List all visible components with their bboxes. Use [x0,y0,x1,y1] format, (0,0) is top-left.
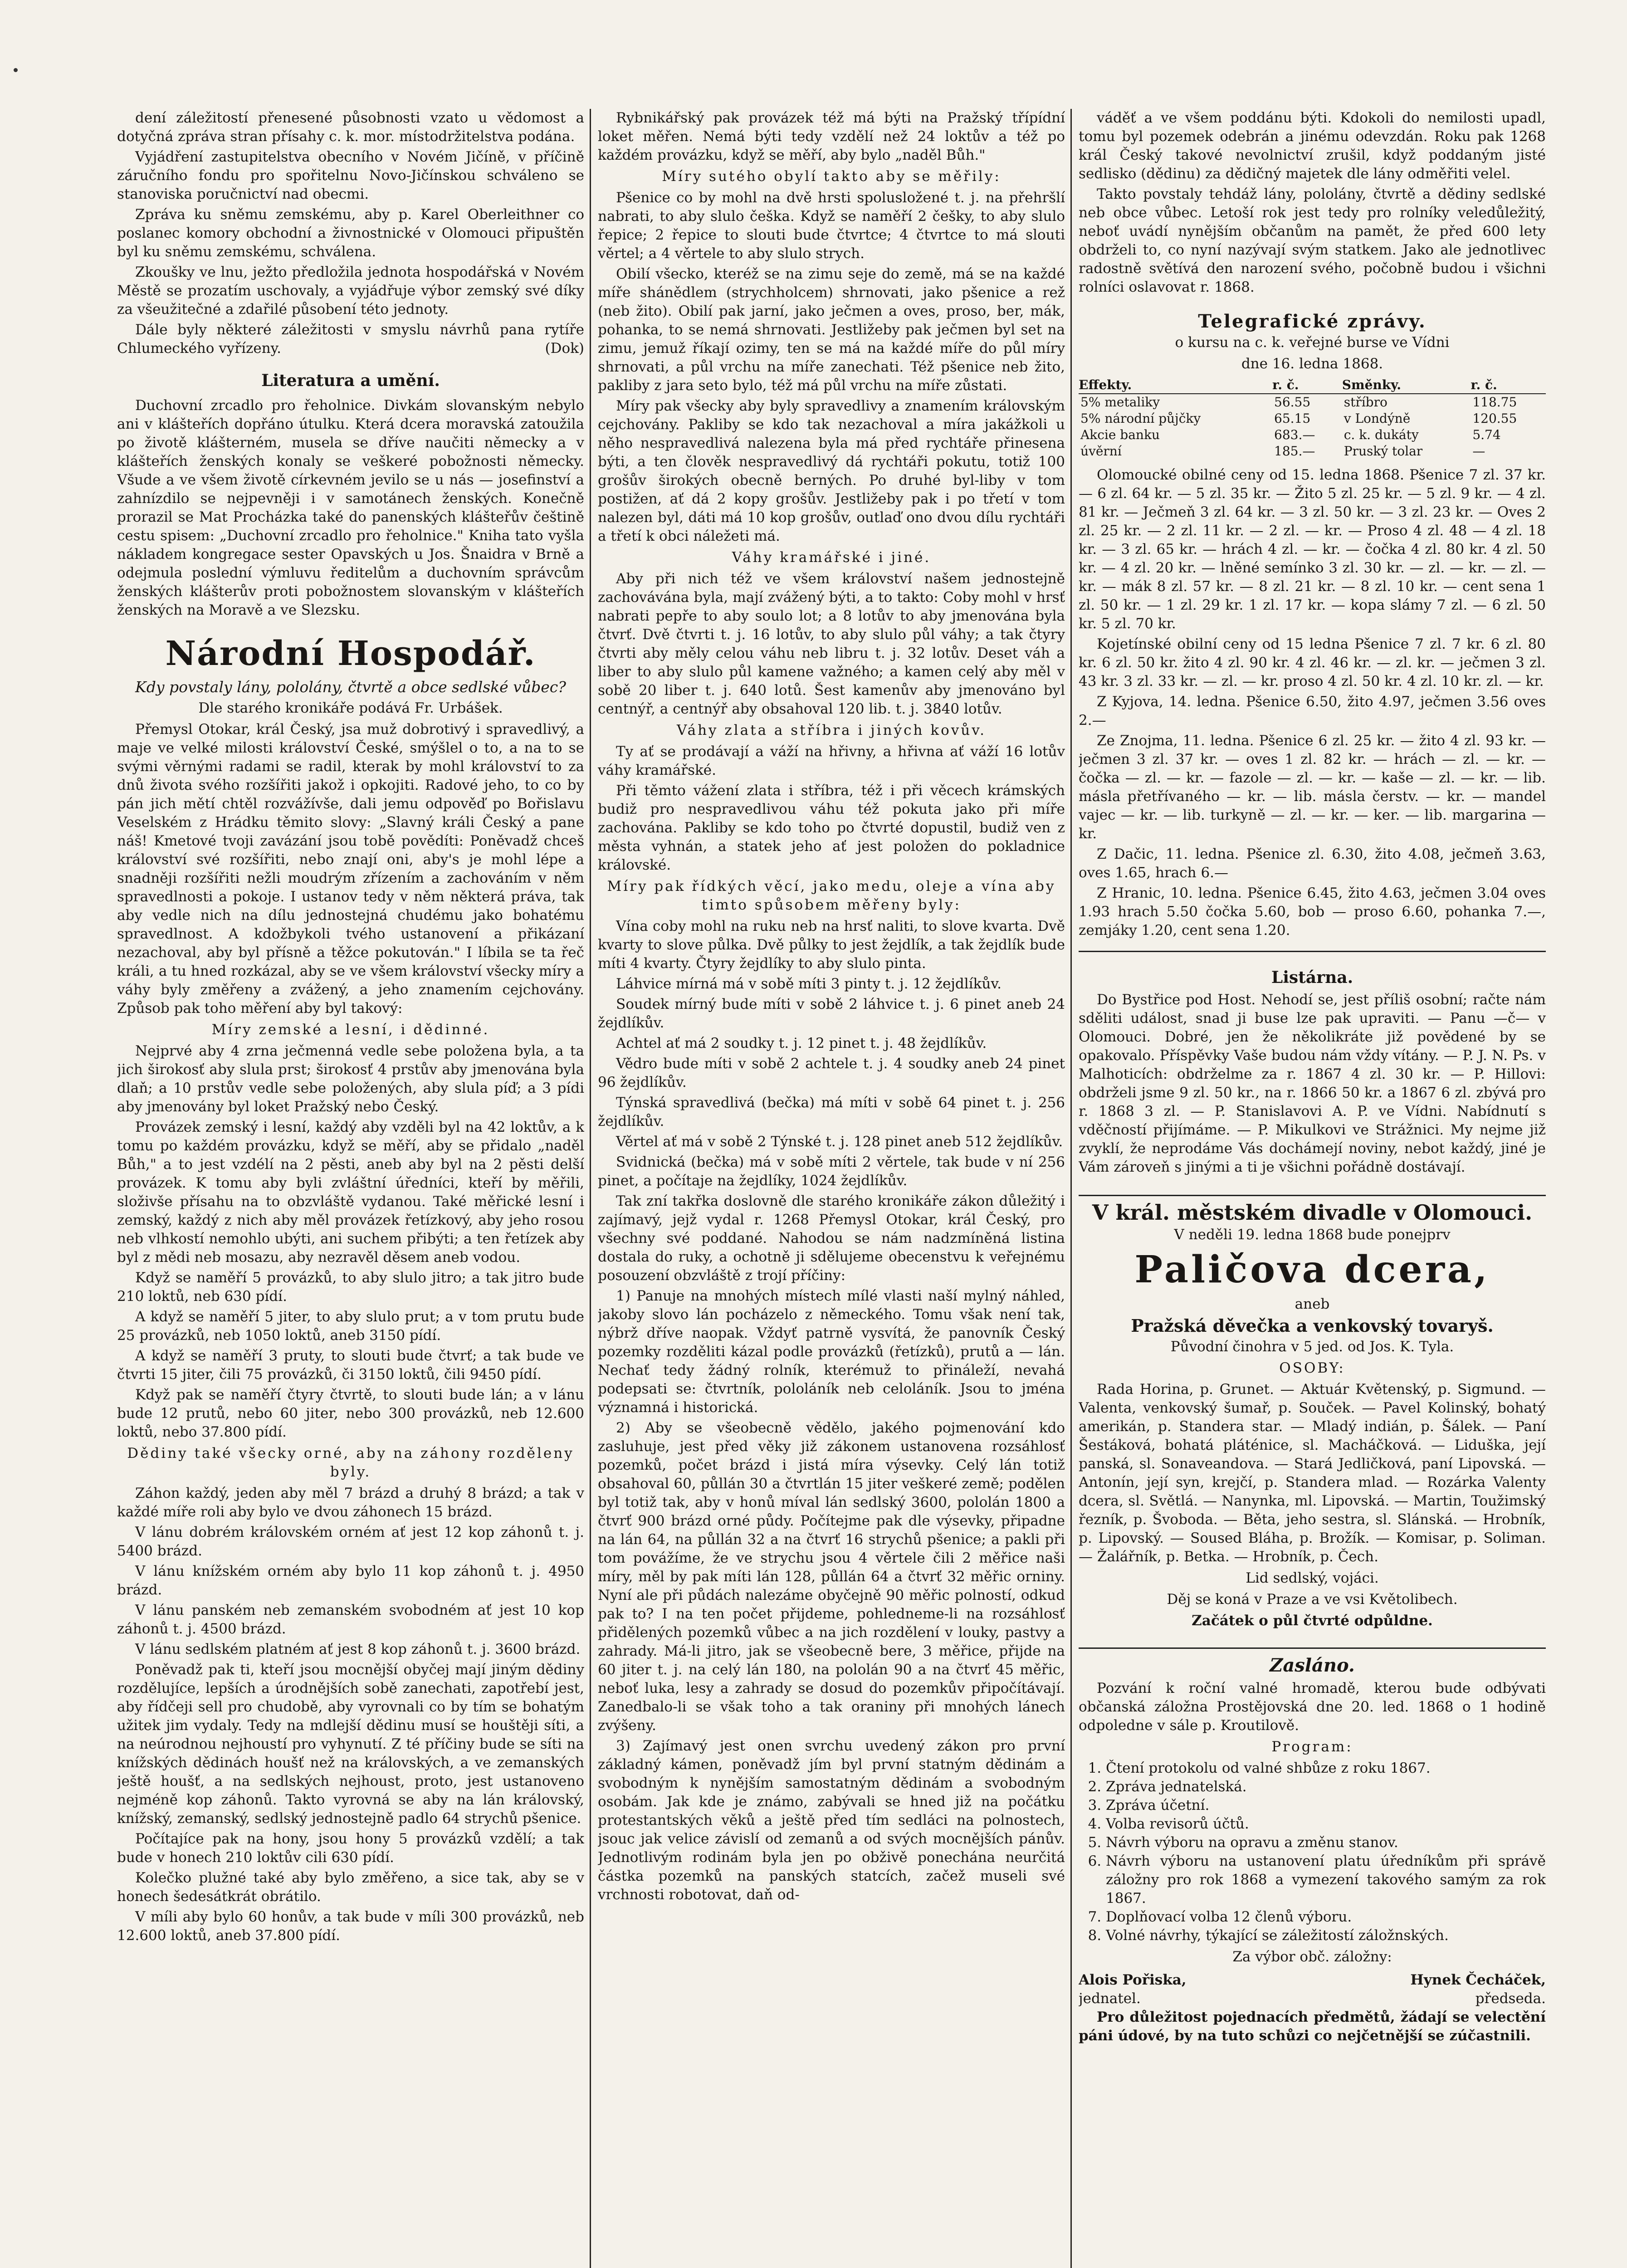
table-cell: 65.15 [1274,411,1311,426]
column-middle [598,109,1065,2268]
table-cell: 5.74 [1472,427,1501,442]
paragraph: A když se naměří 5 jiter, to aby slulo prut; a v tom prutu bude 25 provázků, neb 1050 loktů, aneb 3150 pídí. [117,1309,584,1344]
signatures [1079,1971,1546,2008]
subheading: dne 16. ledna 1868. [1241,356,1383,372]
paragraph: Nejprvé aby 4 zrna ječmenná vedle sebe položena byla, a ta jich širokosť aby slula prst; širokosť 4 prstův aby jmenována byla dlaň; a 10 prstův vedle sebe položených, aby slula píď; a 3 pídi aby jmenovány byl loket Pražský nebo Český. [117,1043,584,1115]
list-item: 3. Zpráva účetní. [1106,1796,1546,1815]
paragraph: V míli aby bylo 60 honův, a tak bude v míli 300 provázků, neb 12.600 loktů, aneb 37.800 pídí. [117,1909,584,1944]
table-row [1079,427,1546,443]
paragraph: Soudek mírný bude míti v sobě 2 láhvice t. j. 6 pinet aneb 24 žejdlíkův. [598,996,1065,1031]
list-item: 1. Čtení protokolu od valné shbůze z roku 1867. [1106,1759,1546,1778]
table-cell: — [1472,444,1485,459]
paragraph: 3) Zajímavý jest onen svrchu uvedený zákon pro první základný kámen, poněvadž jím byl první statným dědinám a svobodným k nynějším samostatným dědinám a svobodným osobám. Jak kde je známo, zabývali se hned již na počátku protestantských věků a ještě před tím sedláci na polnostech, jsouc jak velice závislí od zemanů a od svých mocnějších pánův. Jednotlivým rodinám byla jen po obživě ponechána neurčitá částka pozemků na panských statcích, začež museli své vrchnosti robotovat, daň od- [598,1738,1065,1903]
paragraph: V lánu dobrém královském orném ať jest 12 kop záhonů t. j. 5400 brázd. [117,1524,584,1559]
table-row [1079,411,1546,427]
table-cell: 5% metaliky [1080,395,1160,410]
table-row [1079,443,1546,459]
play-title: Paličova dcera, [1134,1248,1490,1291]
cast-list: Rada Horina, p. Grunet. — Aktuár Květenský, p. Sigmund. — Valenta, venkovský šumař, p. Souček. — Pavel Kolinský, bohatý amerikán, p. Standera star. — Mladý indián, p. Šálek. — Paní Šestáková, bohatá pláténice, sl. Macháčková. — Liduška, její panská, sl. Sonaveandova. — Stará Jedličková, paní Lipovská. — Antonín, její syn, krejčí, p. Standera mlad. — Rozárka Valenty dcera, sl. Světlá. — Nanynka, ml. Lipovská. — Martin, Toužimský řezník, p. Švoboda. — Běta, jeho sestra, sl. Slánská. — Hrobník, p. Lipovský. — Soused Bláha, p. Brožík. — Komisar, p. Soliman. — Žalářník, p. Betka. — Hrobník, p. Čech. [1079,1381,1546,1565]
program-list [1106,1759,1546,1945]
signature-right [1410,1971,1546,2008]
paragraph: Svidnická (bečka) má v sobě míti 2 věrtele, tak bude v ní 256 pinet, a počítaje na žejdlíky, 1024 žejdlíkův. [598,1154,1065,1189]
program-heading: Program: [1271,1739,1353,1755]
market-report: Z Hranic, 10. ledna. Pšenice 6.45, žito 4.63, ječmen 3.04 oves 1.93 hrach 5.50 čočka 5.60, bob — proso 6.60, pohanka 7.—, zemjáky 1.20, cent sena 1.20. [1079,885,1546,938]
market-report: Ze Znojma, 11. ledna. Pšenice 6 zl. 25 kr. — žito 4 zl. 93 kr. — ječmen 3 zl. 37 kr. — oves 1 zl. 82 kr. — hrách — zl. — kr. — čočka — zl. — kr. — fazole — zl. — kr. — kaše — zl. — kr. — lib. másla přetřívaného — kr. — lib. másla čerstv. — kr. — mandel vajec — kr. — lib. turkyně — zl. — kr. — ker. — lib. margarina — kr. [1079,733,1546,842]
table-cell: v Londýně [1344,411,1411,426]
play-author: Původní činohra v 5 jed. od Jos. K. Tyla. [1170,1339,1454,1355]
column-header: Effekty. [1079,377,1272,394]
table-cell: stříbro [1344,395,1388,410]
paragraph: Míry pak všecky aby byly spravedlivy a znamením královským cejchovány. Pakliby se kdo tak nezachoval a míra jakážkoli u něho nespravedlivá nalezena byla má před rychtáře přinesena býti, a ten člověk nespravedlivý dá rychtáři pokutu, totiž 100 grošův širokých obecně berných. Po druhé byl-liby v tom postižen, ať dá 2 kopy grošův. Jestližeby pak i po třetí v tom nalezen byl, dáti má 10 kop grošův, outlaď ono dvou dílu rychtáři a třetí k obci náležeti má. [598,398,1065,544]
column-header: Směnky. [1342,377,1471,394]
paragraph: dení záležitostí přenesené působnosti vzato u vědomost a dotyčná zpráva stran přísahy c. k. mor. místodržitelstva podána. [117,110,584,145]
paragraph: Aby při nich též ve všem království našem jednostejně zachovávána byla, mají zvážený býti, a to takto: Coby mohl v hrsť nabrati pepře to aby soulo lot; a 8 lotův to aby jmenována byla čtvrť. Dvě čtvrti t. j. 16 lotův, to aby slulo půl váhy; a tak čtyry čtvrti aby měly celou váhu neb libru t. j. 32 lotův. Deset váh a liber to aby slulo půl kamene važného; a kamen celý aby měl v sobě 20 liber t. j. 640 lotů. Šest kamenův aby jmenováno byl centnýř, a centnýř aby obsahoval 120 lib. t. j. 3840 lotův. [598,571,1065,717]
paragraph: Tak zní takřka doslovně dle starého kronikáře zákon důležitý i zajímavý, jejž vydal r. 1268 Přemysl Otokar, král Český, pro všechny své poddané. Nahodou se nám nadzmíněná listina dostala do ruky, a ochotně ji sdělujeme obecenstvu k veřejnému posouzení obzvláště z trojí příčiny: [598,1193,1065,1284]
paragraph: Láhvice mírná má v sobě míti 3 pinty t. j. 12 žejdlíkův. [616,976,1002,992]
table-cell: 185.— [1274,444,1315,459]
table-row [1079,394,1546,411]
table-cell: 120.55 [1472,411,1517,426]
subheading: Míry sutého obylí takto aby se měřily: [662,168,1001,185]
table-cell: Akcie banku [1080,427,1160,442]
paragraph: Zpráva ku sněmu zemskému, aby p. Karel Oberleithner co poslanec komory obchodní a živnostnické v Olomouci připuštěn byl ku sněmu zemskému, schválena. [117,206,584,260]
subheading: o kursu na c. k. veřejné burse ve Vídni [1175,334,1450,351]
section-heading-telegraph: Telegrafické zprávy. [1198,311,1427,332]
paragraph: V lánu sedlském platném ať jest 8 kop záhonů t. j. 3600 brázd. [135,1641,581,1657]
section-title-hospodar: Národní Hospodář. [165,634,536,673]
play-start-time: Začátek o půl čtvrté odpůldne. [1192,1613,1433,1629]
paragraph: Do Bystřice pod Host. Nehodí se, jest příliš osobní; račte nám sděliti událost, snad ji buse lze pak upraviti. — Panu —č— v Olomouci. Dobré, jen že několikráte již povědené by se opakovalo. Příspěvky Vaše budou nám vždy vítány. — P. J. N. Ps. v Malhoticích: obdrželme za r. 1867 4 zl. 30 kr. — P. Hillovi: obdrželi jsme 9 zl. 50 kr., na r. 1866 50 kr. a 1867 6 zl. zbývá pro r. 1868 3 zl. — P. Stanislavovi A. P. ve Vídni. Nabídnutí s vděčností přijímáme. — P. Mikulkovi ve Strážnici. My nejme již zvyklí, že neprodáme Vás dochámejí noviny, nebot každý, jiné je Vám zároveň s jinými a ti je všichni pořádně dostávají. [1079,992,1546,1175]
column-header: r. č. [1471,377,1546,394]
signature-left [1079,1971,1187,2008]
column-rule [1070,109,1072,2268]
play-setting: Děj se koná v Praze a ve vsi Květolibech. [1167,1591,1458,1608]
market-report: Z Kyjova, 14. ledna. Pšenice 6.50, žito 4.97, ječmen 3.56 oves 2.— [1079,694,1546,728]
market-report: Kojetínské obilní ceny od 15 ledna Pšenice 7 zl. 7 kr. 6 zl. 80 kr. 6 zl. 50 kr. žito 4 zl. 90 kr. 4 zl. 46 kr. — zl. kr. — ječmen 3 zl. 43 kr. 3 zl. 33 kr. — zl. — kr. proso 4 zl. 50 kr. 4 zl. 10 kr. zl. — kr. [1079,636,1546,689]
table-cell: 56.55 [1274,395,1311,410]
paragraph [117,321,584,358]
committee-line: Za výbor obč. záložny: [1232,1949,1392,1965]
theatre-date: V neděli 19. ledna 1868 bude ponejprv [1174,1227,1451,1243]
paragraph: A když se naměří 3 pruty, to slouti bude čtvrť; a tak bude ve čtvrti 15 jiter, čili 75 provázků, či 3150 loktů, čili 9450 pídí. [117,1348,584,1383]
signer-name: Hynek Čecháček, [1410,1972,1546,1988]
subheading: Míry zemské a lesní, i dědinné. [211,1022,490,1038]
cast-extras: Lid sedlský, vojáci. [1246,1570,1379,1586]
paragraph: Duchovní zrcadlo pro řeholnice. Divkám slovanským nebylo ani v klášteřích dopřáno útulku. Která dcera moravská zatoužila po životě klášterném, musela se dříve naučiti německy a v klášteřích ženských konaly se veškeré pobožnosti německy. Všude a ve všem životě církevném jevilo se u nás — josefinství a zahnízdilo se nejpevněji i v samotánech ženských. Konečně prorazil se Mat Procházka také do panenských klášteřův češtině cestu spisem: „Duchovní zrcadlo pro řeholnice." Kniha tato vyšla nákladem kongregace sester Opavských u Jos. Šnaidra v Brně a odejmula poslední výmluvu ředitelům a duchovním správcům ženských klášterův proti pobožnostem slovanským v klášteřích ženských na Moravě a ve Slezsku. [117,397,584,618]
paragraph: Vína coby mohl na ruku neb na hrsť naliti, to slove kvarta. Dvě kvarty to slove půlka. Dvě půlky to jest žejdlík, a tak žejdlík bude míti 4 kvarty. Čtyry žejdlíky to aby slulo pinta. [598,918,1065,972]
market-report: Olomoucké obilné ceny od 15. ledna 1868. Pšenice 7 zl. 37 kr. — 6 zl. 64 kr. — 5 zl. 35 kr. — Žito 5 zl. 25 kr. — 5 zl. 9 kr. — 4 zl. 81 kr. — Ječmeň 3 zl. 64 kr. — 3 zl. 50 kr. — 3 zl. 23 kr. — Oves 2 zl. 25 kr. — 2 zl. 11 kr. — 2 zl. — kr. — Proso 4 zl. 48 — 4 zl. 18 kr. — 3 zl. 65 kr. — hrách 4 zl. — kr. — čočka 4 zl. 80 kr. 4 zl. 50 kr. — 4 zl. 20 kr. — lněné semínko 3 zl. 30 kr. — zl. — kr. — zl. — kr. — mák 8 zl. 57 kr. — 8 zl. 21 kr. — 8 zl. 10 kr. — cent sena 1 zl. 50 kr. — 1 zl. 29 kr. 1 zl. 17 kr. — kopa slámy 7 zl. — 6 zl. 50 kr. 5 zl. 70 kr. [1079,467,1546,632]
play-aneb: aneb [1295,1296,1330,1312]
table-cell: úvěrní [1080,444,1122,459]
paragraph: Obilí všecko, kteréž se na zimu seje do země, má se na každé míře shánědlem (strychholcem) shrnovati, jako pšenice a rež (neb žito). Obilí pak jarní, jako ječmen a oves, proso, ber, mák, pohanka, to se nemá shrnovati. Jestližeby pak ječmen byl set na zimu, jemuž říkají ozimy, ten se má na každé míře do půl míry shrnovati, a půl vrchu na míře zanechati. Též pšenice neb žito, pakliby z jara seto bylo, též má půl vrchu na míře zůstati. [598,266,1065,394]
paragraph: Týnská spravedlivá (bečka) má míti v sobě 64 pinet t. j. 256 žejdlíkův. [598,1095,1065,1129]
paragraph: váděť a ve všem poddánu býti. Kdokoli do nemilosti upadl, tomu byl pozemek odebrán a jinému odevzdán. Roku pak 1268 král Český takové nevolnictví zrušil, když poddaným jisté sedlisko (dědinu) za dědičný majetek dle lány odměřiti velel. [1079,110,1546,182]
signer-role: předseda. [1475,1990,1546,2007]
subheading: Váhy kramářské i jiné. [732,549,931,566]
table-header-row [1079,377,1546,394]
paragraph: Zkoušky ve lnu, ježto předložila jednota hospodářská v Novém Městě se prozatím uschovaly, a vyjádřuje výbor zemský své díky za všeužitečné a zdařilé působení této jednoty. [117,264,584,318]
exchange-table [1079,377,1546,459]
section-heading-listarna: Listárna. [1271,968,1353,987]
paragraph: Při těmto vážení zlata i stříbra, též i při věcech krámských budiž pro nespravedlivou váhu též pokuta jako při míře zachována. Pakliby se kdo toho po čtvrté dopustil, budiž ven z města vyhnán, a statek jeho ať jest položen do pokladnice královské. [598,782,1065,873]
table-cell: 683.— [1274,427,1315,442]
paragraph: Kolečko plužné také aby bylo změřeno, a sice tak, aby se v honech šedesátkrát obrátilo. [117,1870,584,1905]
list-item: 2. Zpráva jednatelská. [1106,1778,1546,1796]
paragraph: Když se naměří 5 provázků, to aby slulo jitro; a tak jitro bude 210 loktů, neb 630 pídí. [117,1270,584,1305]
source-tag: (Dok) [545,340,584,357]
paragraph: Takto povstaly tehdáž lány, pololány, čtvrtě a dědiny sedlské neb obce vůbec. Letoší rok jest tedy pro rolníky veledůležitý, neboť uvádí nynějším občanům na pamět, že před 600 lety obdrželi to, co nyní nazývají svým statkem. Jako ale jednotlivec radostně světívá den narození svého, počobně budou i všichni rolníci oslavovat r. 1868. [1079,186,1546,295]
paragraph: Pozvání k roční valné hromadě, kterou bude odbývati občanská záložna Prostějovská dne 20. led. 1868 o 1 hodině odpoledne v sále p. Kroutilově. [1079,1680,1546,1734]
signer-role: jednatel. [1079,1990,1141,2007]
column-left [117,109,584,2268]
list-item: 5. Návrh výboru na opravu a změnu stanov. [1106,1833,1546,1852]
paragraph: V lánu panském neb zemanském svobodném ať jest 10 kop záhonů t. j. 4500 brázd. [117,1602,584,1637]
paragraph: Záhon každý, jeden aby měl 7 brázd a druhý 8 brázd; a tak v každé míře roli aby bylo ve dvou záhonech 15 brázd. [117,1485,584,1520]
paragraph: Pšenice co by mohl na dvě hrsti spolusložené t. j. na přehršlí nabrati, to aby slulo češka. Když se naměří 2 češky, to aby slulo řepice; 2 řepice to slouti bude čtvrtce; 4 čtvrtce to má slouti věrtel; a 4 věrtele to aby slulo strych. [598,190,1065,262]
paragraph: Ty ať se prodávají a váží na hřivny, a hřivna ať váží 16 lotův váhy kramářské. [598,743,1065,778]
column-header: r. č. [1272,377,1342,394]
list-item: 4. Volba revisorů účtů. [1106,1815,1546,1833]
margin-mark [14,68,18,72]
list-item: 6. Návrh výboru na ustanovení platu úředníkům při správě záložny pro rok 1868 a vymezení takového samým za rok 1867. [1106,1852,1546,1908]
list-item: 8. Volné návrhy, týkající se záležitostí záložnských. [1106,1926,1546,1945]
play-subtitle: Pražská děvečka a venkovský tovaryš. [1131,1315,1494,1336]
section-heading-literature: Literatura a umění. [261,371,440,390]
theatre-heading: V král. městském divadle v Olomouci. [1079,1195,1546,1222]
paragraph: 1) Panuje na mnohých místech mílé vlasti naší mylný náhled, jakoby slovo lán pocházelo z německého. Tomu však není tak, nýbrž dříve naopak. Vždyť patrně vysvítá, že panovník Český pozemky rozděliti kázal podle provázků (řetízků), prutů a — lán. Nechať tedy žádný rolník, kterémuž to přináleží, nevahá podepsati se: čtvrtník, pololáník neb celoláník. Jsou to jména významná i historická. [598,1288,1065,1416]
subheading: Dědiny také všecky orné, aby na záhony rozděleny byly. [127,1445,574,1480]
cast-heading: OSOBY: [1279,1360,1345,1376]
paragraph-text: Dále byly některé záležitosti v smyslu návrhů pana rytíře Chlumeckého vyřízeny. [117,322,584,357]
paragraph: Počítajíce pak na hony, jsou hony 5 provázků vzdělí; a tak bude v honech 210 loktův cili 630 pídí. [117,1831,584,1866]
subheading: Váhy zlata a stříbra i jiných kovův. [677,722,986,738]
paragraph: Přemysl Otokar, král Český, jsa muž dobrotivý i spravedlivý, a maje ve velké milosti království České, smýšlel o to, a na to se svými věrnými radami se radil, kterak by mohl království to za dnů života svého rozšířiti jakož i opkojiti. Radové jeho, to co by pán jich mětí chtěl rozvážívše, dali jemu odpověď po Bořislavu Veselském z Hrádku těmito slovy: „Slavný králi Český a pane náš! Kmetové tvoji zavázání jsou tobě povědíti: Poněvadž chceš království své rozšířiti, nebo znají oni, aby's je mohl lépe a snadněji rozšířiti nežli moudrým zřízením a zachováním v něm spravedlnosti a pokoje. I ustanov tedy v něm některá práva, tak aby vedle nich na dílu jednostejná chudému jako bohatému spravedlnost. A kdožbykoli tvého ustanovení a přikázaní nezachoval, aby byl přísně a těžce pokutován." I líbila se ta řeč králi, a tu hned rozkázal, aby se ve všem království všecky míry a váhy byly změřeny a zvážený, a jeho znamením cejchovány. Způsob pak toho měření aby byl takový: [117,721,584,1017]
byline: Dle starého kronikáře podává Fr. Urbášek. [198,700,503,716]
paragraph: Achtel ať má 2 soudky t. j. 12 pinet t. j. 48 žejdlíkův. [616,1035,987,1051]
divider [1079,951,1546,952]
market-report: Z Dačic, 11. ledna. Pšenice zl. 6.30, žito 4.08, ječmeň 3.63, oves 1.65, hrach 6.— [1079,846,1546,881]
table-cell: c. k. dukáty [1344,427,1419,442]
paragraph: Věrtel ať má v sobě 2 Týnské t. j. 128 pinet aneb 512 žejdlíkův. [616,1134,1063,1150]
paragraph: 2) Aby se všeobecně vědělo, jakého pojmenování kdo zasluhuje, jest před věky již zákonem ustanovena rozsáhlosť pozemků, počet brázd i jistá míra výsevky. Celý lán totiž obsahoval 60, půllán 30 a čtvrtlán 15 jiter veškeré země; podělen byl totiž tak, aby v honů míval lán sedlský 3600, pololán 1800 a čtvrť 900 brázd orné půdy. Počítejme pak dle výsevky, připadne na lán 64, na půllán 32 a na čtvrť 16 strychů pšenice; a pakli při tom povážíme, že ve strychu jsou 4 věrtele čili 2 měřice naši míry, měl by pak míti lán 128, půllán 64 a čtvrť 32 měřic orniny. Nyní ale při půdách nalezáme obyčejně 90 měřic polností, odkud pak to? I na ten počet přijdeme, pohledneme-li na rozsáhlosť přidělených pozemků vůbec a na jich rozdělení v louky, pastvy a zahrady. Má-li jitro, jak se všeobecně bere, 3 měřice, přijde na 60 jiter t. j. na celý lán 180, na pololán 90 a na čtvrť 45 měřic, neboť luka, lesy a zahrady se dosud do pozemkův připočítávají. Zanedbalo-li se však toho a tak oraniny při mnohých lánech zvýšeny. [598,1420,1065,1734]
signer-name: Alois Pořiska, [1079,1972,1187,1988]
list-item: 7. Doplňovací volba 12 členů výboru. [1106,1908,1546,1926]
paragraph: V lánu knížském orném aby bylo 11 kop záhonů t. j. 4950 brázd. [117,1563,584,1598]
table-cell: 118.75 [1472,395,1517,410]
paragraph: Poněvadž pak ti, kteří jsou mocnější obyčej mají jiným dědiny rozdělujíce, lepších a úrodnějších sobě zanechati, zapotřebí jest, aby řídčeji sell pro chudobě, aby vyrovnali co by tím se bohatým užitek jim vydaly. Tedy na mdlejší dědinu musí se houštěji síti, a na neúrodnou nejhoustí pro vyhynutí. Z té příčiny bude se síti na knížských dědinách houšť než na královských, a ve zemanských ještě houšť, a na sedlských nejhoust, proto, jest ustanoveno nejméně kop záhonů. Takto vyrovná se aby na lán královský, knížský, zemanský, sedlský jednostejně padlo 64 strychů pšenice. [117,1662,584,1827]
paragraph: Provázek zemský i lesní, každý aby vzděli byl na 42 loktův, a k tomu po každém provázku, když se měří, aby se přidalo „naděl Bůh," a to jest vzdélí na 2 pěsti, aneb aby byl na 2 pěsti delší provázek. K tomu aby byli zvláštní úředníci, kteří by měřili, složivše přísahu na to obzvláště vydanou. Také měřické lesní i zemský, každý z nich aby měl provázek řetízkový, aby jeho rosou neb vlhkostí nemohlo ubýti, ani suchem přibýti; a ten řetízek aby byl z mědi neb mosazu, aby nezravěl děsem aneb vodou. [117,1119,584,1266]
table-cell: 5% národní půjčky [1080,411,1201,426]
paragraph: Rybnikářský pak provázek též má býti na Pražský třípídní loket měřen. Nemá býti tedy vzdělí než 24 loktův a též po každém provázku, když se měří, aby bylo „naděl Bůh." [598,110,1065,163]
paragraph: Vědro bude míti v sobě 2 achtele t. j. 4 soudky aneb 24 pinet 96 žejdlíkův. [598,1056,1065,1090]
column-rule [590,109,591,2268]
subheading: Míry pak řídkých věcí, jako medu, oleje a vína aby timto spůsobem měřeny byly: [607,878,1056,913]
article-subtitle: Kdy povstaly lány, pololány, čtvrtě a obce sedlské vůbec? [135,678,566,696]
section-heading-zaslano: Zasláno. [1079,1647,1546,1675]
column-right [1079,109,1546,2268]
paragraph: Když pak se naměří čtyry čtvrtě, to slouti bude lán; a v lánu bude 12 prutů, nebo 60 jiter, nebo 300 provázků, neb 12.600 loktů, nebo 37.800 pídí. [117,1387,584,1440]
table-cell: Pruský tolar [1344,444,1423,459]
paragraph: Vyjádření zastupitelstva obecního v Novém Jičíně, v příčině záručního fondu pro spořitelnu Novo-Jičínskou schváleno se stanoviska poručnictví nad obecmi. [117,149,584,202]
closing-note: Pro důležitost pojednacích předmětů, žádají se velectění páni údové, by na tuto schůzi co nejčetnější se zúčastnili. [1079,2009,1546,2044]
